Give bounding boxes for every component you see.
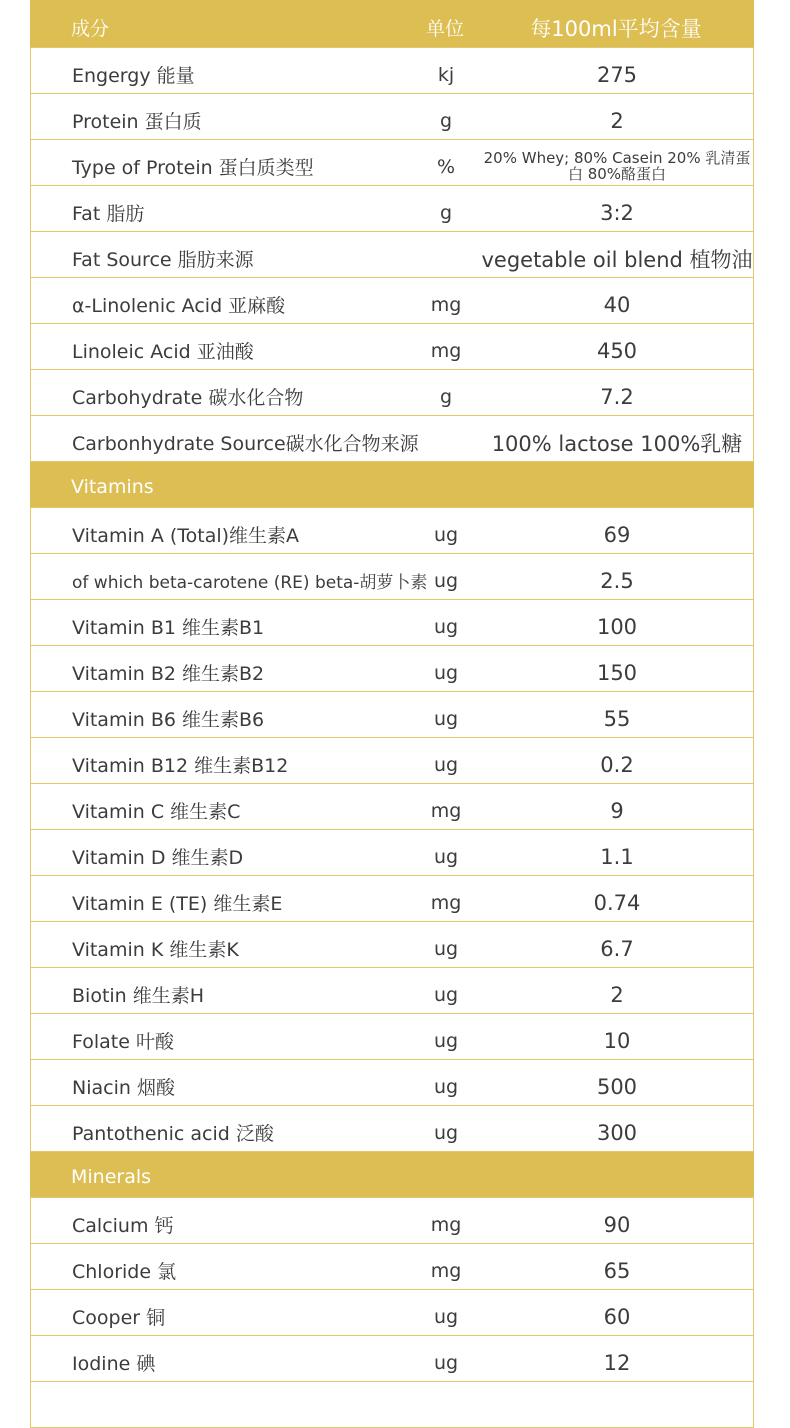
table-row <box>30 140 754 186</box>
nutrient-unit: ug <box>433 1351 459 1374</box>
nutrient-name: α-Linolenic Acid 亚麻酸 <box>72 295 286 317</box>
header-value: 每100ml平均含量 <box>530 16 702 41</box>
nutrient-unit: mg <box>430 339 462 362</box>
table-row <box>30 738 754 784</box>
nutrient-value: vegetable oil blend 植物油 <box>481 247 753 272</box>
nutrient-name: Engergy 能量 <box>72 65 195 87</box>
table-row <box>30 830 754 876</box>
nutrient-unit: ug <box>433 1075 459 1098</box>
table-row <box>30 1382 754 1428</box>
nutrient-unit: g <box>439 385 453 408</box>
nutrient-unit: ug <box>433 1121 459 1144</box>
nutrient-unit: mg <box>430 891 462 914</box>
nutrient-name: Iodine 碘 <box>72 1353 156 1375</box>
table-row <box>30 48 754 94</box>
section-title: Minerals <box>71 1165 152 1188</box>
nutrient-name: Vitamin B1 维生素B1 <box>72 617 265 639</box>
nutrient-unit: ug <box>433 983 459 1006</box>
table-row <box>30 508 754 554</box>
nutrient-value: 0.74 <box>593 890 641 915</box>
nutrient-name: Vitamin K 维生素K <box>72 939 239 961</box>
table-row <box>30 232 754 278</box>
table-row <box>30 1336 754 1382</box>
section-title: Vitamins <box>71 475 154 498</box>
table-row <box>30 692 754 738</box>
nutrient-name: Fat 脂肪 <box>72 203 145 225</box>
nutrient-unit: ug <box>433 707 459 730</box>
section-header <box>30 462 754 508</box>
nutrient-name: of which beta-carotene (RE) beta-胡萝卜素 <box>72 573 428 593</box>
nutrient-value: 100% lactose 100%乳糖 <box>491 431 743 456</box>
nutrient-unit: ug <box>433 1305 459 1328</box>
nutrient-unit: % <box>436 155 456 178</box>
nutrient-value: 90 <box>603 1212 631 1237</box>
nutrient-value: 60 <box>603 1304 631 1329</box>
table-row <box>30 94 754 140</box>
nutrient-unit: ug <box>433 1029 459 1052</box>
nutrient-unit: ug <box>433 523 459 546</box>
nutrient-value: 20% Whey; 80% Casein 20% 乳清蛋白 80%酪蛋白 <box>483 148 751 183</box>
nutrient-name: Calcium 钙 <box>72 1215 174 1237</box>
nutrient-value: 3:2 <box>600 200 634 225</box>
table-row <box>30 922 754 968</box>
nutrient-name: Carbohydrate 碳水化合物 <box>72 387 304 409</box>
nutrient-name: Carbonhydrate Source碳水化合物来源 <box>72 433 419 455</box>
table-row <box>30 324 754 370</box>
table-row <box>30 416 754 462</box>
header-name: 成分 <box>71 18 110 40</box>
table-row <box>30 278 754 324</box>
nutrient-value: 7.2 <box>600 384 634 409</box>
nutrient-name: Niacin 烟酸 <box>72 1077 175 1099</box>
nutrient-value: 65 <box>603 1258 631 1283</box>
table-row <box>30 554 754 600</box>
nutrient-name: Fat Source 脂肪来源 <box>72 249 254 271</box>
nutrient-unit: ug <box>433 937 459 960</box>
nutrient-value: 500 <box>596 1074 638 1099</box>
table-row <box>30 370 754 416</box>
nutrient-value <box>481 1382 753 1427</box>
nutrient-unit: mg <box>430 1213 462 1236</box>
nutrient-value: 1.1 <box>600 844 634 869</box>
nutrient-value: 69 <box>603 522 631 547</box>
nutrient-unit: ug <box>433 661 459 684</box>
table-row <box>30 646 754 692</box>
table-row <box>30 600 754 646</box>
nutrient-name: Vitamin B6 维生素B6 <box>72 709 265 731</box>
table-row <box>30 1290 754 1336</box>
nutrient-name: Linoleic Acid 亚油酸 <box>72 341 254 363</box>
table-row <box>30 1014 754 1060</box>
table-row <box>30 1198 754 1244</box>
nutrient-name: Folate 叶酸 <box>72 1031 174 1053</box>
table-row <box>30 1106 754 1152</box>
nutrient-unit: ug <box>433 753 459 776</box>
nutrient-name: Biotin 维生素H <box>72 985 205 1007</box>
nutrient-value: 275 <box>596 62 638 87</box>
nutrient-value: 150 <box>596 660 638 685</box>
nutrient-value: 0.2 <box>600 752 634 777</box>
nutrient-value: 2.5 <box>600 568 634 593</box>
nutrient-name: Vitamin B2 维生素B2 <box>72 663 265 685</box>
section-header <box>30 1152 754 1198</box>
nutrient-value: 6.7 <box>600 936 634 961</box>
header-unit: 单位 <box>425 18 464 40</box>
nutrient-name: Cooper 铜 <box>72 1307 166 1329</box>
nutrient-value: 450 <box>596 338 638 363</box>
nutrient-value: 40 <box>603 292 631 317</box>
nutrient-unit: ug <box>433 569 459 592</box>
nutrient-value: 2 <box>610 982 624 1007</box>
nutrient-value: 10 <box>603 1028 631 1053</box>
nutrient-unit: mg <box>430 1259 462 1282</box>
table-body <box>30 48 754 1428</box>
nutrient-unit: g <box>439 109 453 132</box>
table-row <box>30 1060 754 1106</box>
nutrient-value: 55 <box>603 706 631 731</box>
nutrient-name: Vitamin C 维生素C <box>72 801 241 823</box>
nutrient-value: 300 <box>596 1120 638 1145</box>
nutrient-name: Vitamin E (TE) 维生素E <box>72 893 283 915</box>
nutrient-unit: ug <box>433 845 459 868</box>
table-row <box>30 186 754 232</box>
table-row <box>30 1244 754 1290</box>
nutrient-unit: ug <box>433 615 459 638</box>
table-header-row <box>30 0 754 48</box>
nutrient-name: Vitamin B12 维生素B12 <box>72 755 289 777</box>
nutrient-name: Type of Protein 蛋白质类型 <box>72 157 314 179</box>
nutrient-value: 100 <box>596 614 638 639</box>
nutrient-unit: kj <box>437 63 455 86</box>
nutrition-table <box>30 0 754 1428</box>
nutrient-unit: mg <box>430 293 462 316</box>
table-row <box>30 784 754 830</box>
nutrient-value: 12 <box>603 1350 631 1375</box>
nutrient-unit: g <box>439 201 453 224</box>
nutrient-value: 9 <box>610 798 624 823</box>
nutrient-value: 2 <box>610 108 624 133</box>
nutrient-unit: mg <box>430 799 462 822</box>
nutrient-name: Protein 蛋白质 <box>72 111 202 133</box>
nutrient-name: Chloride 氯 <box>72 1261 177 1283</box>
nutrient-name: Vitamin D 维生素D <box>72 847 244 869</box>
table-row <box>30 876 754 922</box>
table-row <box>30 968 754 1014</box>
nutrient-name: Vitamin A (Total)维生素A <box>72 525 300 547</box>
nutrient-name: Pantothenic acid 泛酸 <box>72 1123 274 1145</box>
